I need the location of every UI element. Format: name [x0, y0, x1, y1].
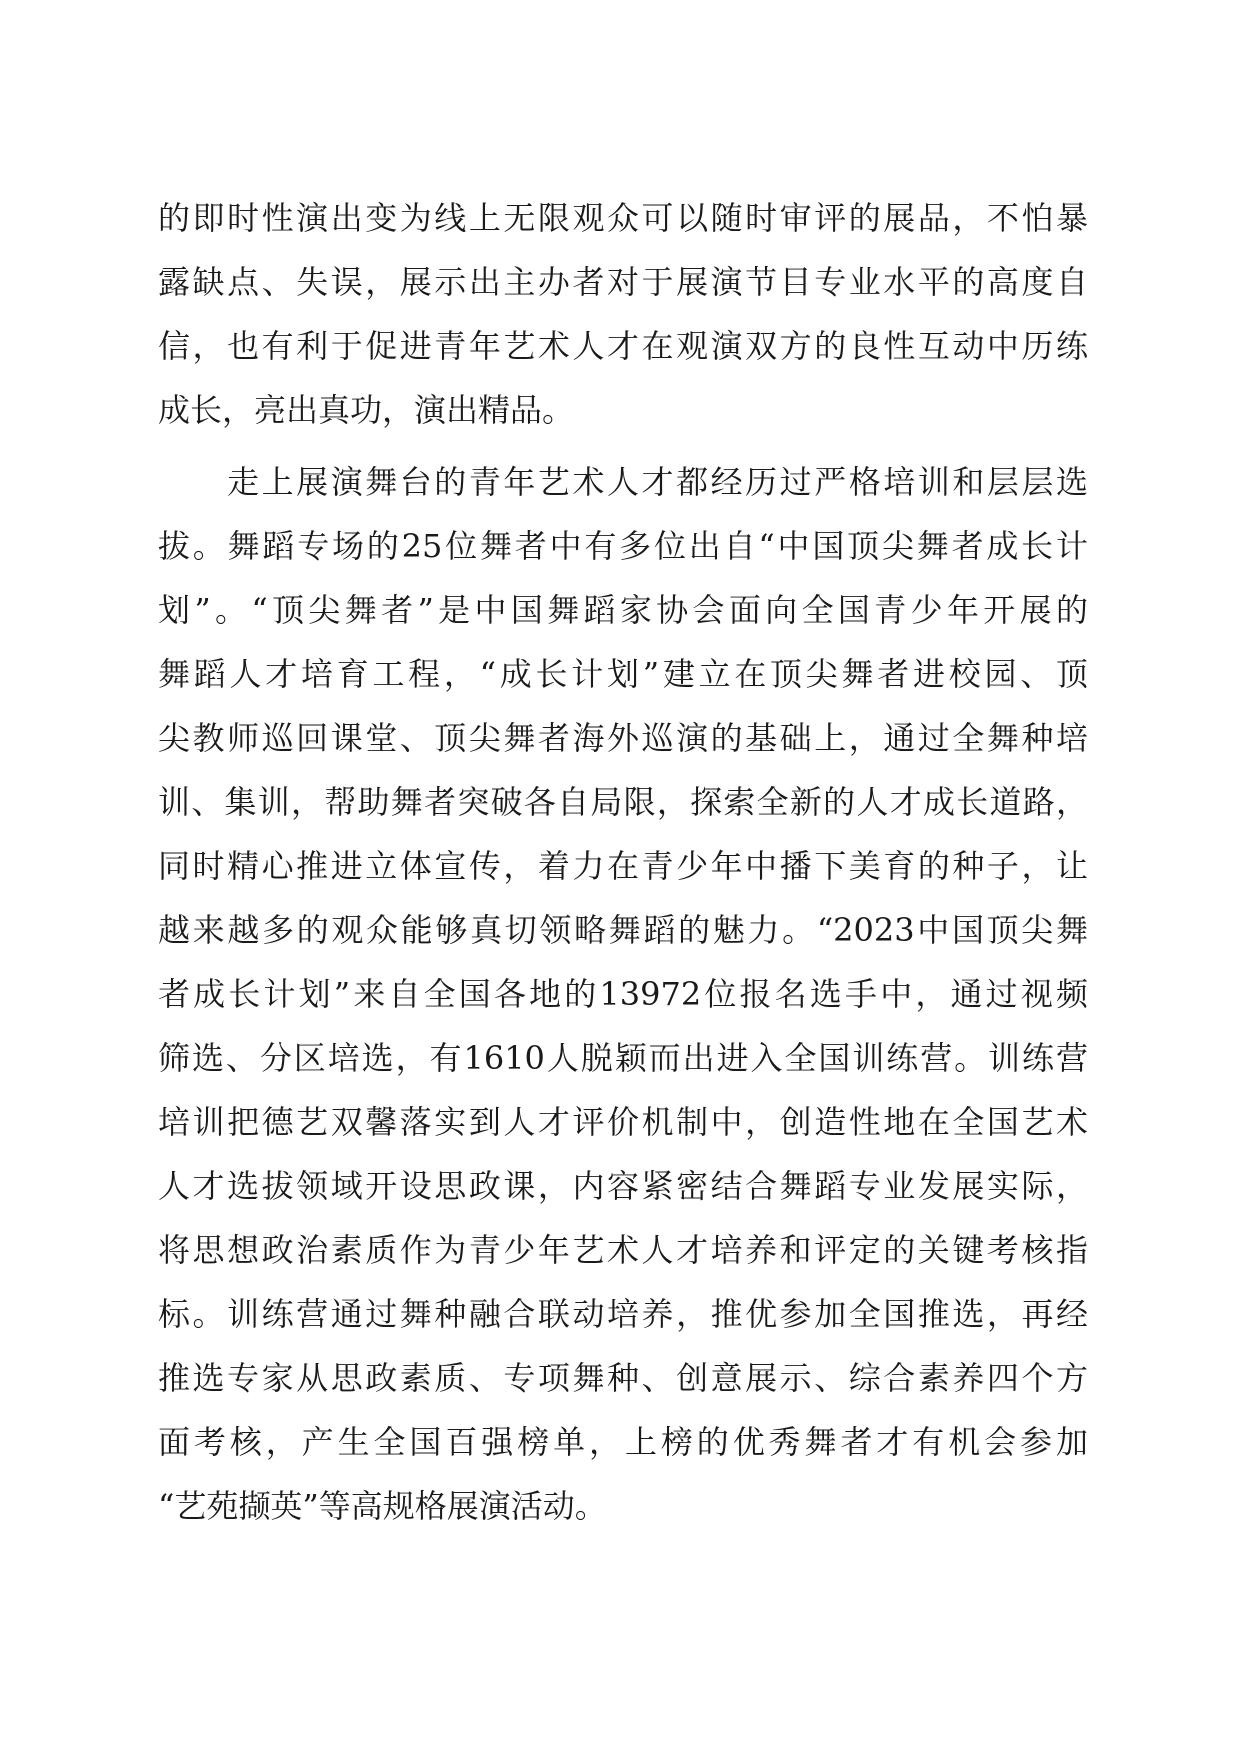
text-line: 人才选拔领域开设思政课，内容紧密结合舞蹈专业发展实际，: [158, 1167, 1088, 1205]
text-line: 走上展演舞台的青年艺术人才都经历过严格培训和层层选: [158, 463, 1088, 501]
text-line: 划”。“顶尖舞者”是中国舞蹈家协会面向全国青少年开展的: [158, 591, 1088, 629]
text-line: 标。训练营通过舞种融合联动培养，推优参加全国推选，再经: [158, 1295, 1088, 1333]
text-line: 的即时性演出变为线上无限观众可以随时审评的展品，不怕暴: [158, 199, 1088, 237]
text-line: “艺苑撷英”等高规格展演活动。: [158, 1487, 607, 1525]
text-line: 露缺点、失误，展示出主办者对于展演节目专业水平的高度自: [158, 263, 1088, 301]
paragraph-2: [158, 450, 1088, 1538]
text-line: 将思想政治素质作为青少年艺术人才培养和评定的关键考核指: [158, 1231, 1088, 1269]
text-line: 筛选、分区培选，有1610人脱颖而出进入全国训练营。训练营: [158, 1039, 1088, 1077]
text-line: 越来越多的观众能够真切领略舞蹈的魅力。“2023中国顶尖舞: [158, 911, 1088, 949]
text-line: 者成长计划”来自全国各地的13972位报名选手中，通过视频: [158, 975, 1088, 1013]
text-line: 成长，亮出真功，演出精品。: [158, 391, 575, 429]
paragraph-gap: [158, 442, 1088, 450]
text-line: 同时精心推进立体宣传，着力在青少年中播下美育的种子，让: [158, 847, 1088, 885]
text-line: 尖教师巡回课堂、顶尖舞者海外巡演的基础上，通过全舞种培: [158, 719, 1088, 757]
text-line: 推选专家从思政素质、专项舞种、创意展示、综合素养四个方: [158, 1359, 1088, 1397]
text-line: 面考核，产生全国百强榜单，上榜的优秀舞者才有机会参加: [158, 1423, 1088, 1461]
text-line: 拔。舞蹈专场的25位舞者中有多位出自“中国顶尖舞者成长计: [158, 527, 1088, 565]
body-text: [158, 186, 1088, 1538]
text-line: 训、集训，帮助舞者突破各自局限，探索全新的人才成长道路，: [158, 783, 1088, 821]
text-line: 信，也有利于促进青年艺术人才在观演双方的良性互动中历练: [158, 327, 1088, 365]
text-line: 舞蹈人才培育工程，“成长计划”建立在顶尖舞者进校园、顶: [158, 655, 1088, 693]
paragraph-1: [158, 186, 1088, 442]
text-line: 培训把德艺双馨落实到人才评价机制中，创造性地在全国艺术: [158, 1103, 1088, 1141]
